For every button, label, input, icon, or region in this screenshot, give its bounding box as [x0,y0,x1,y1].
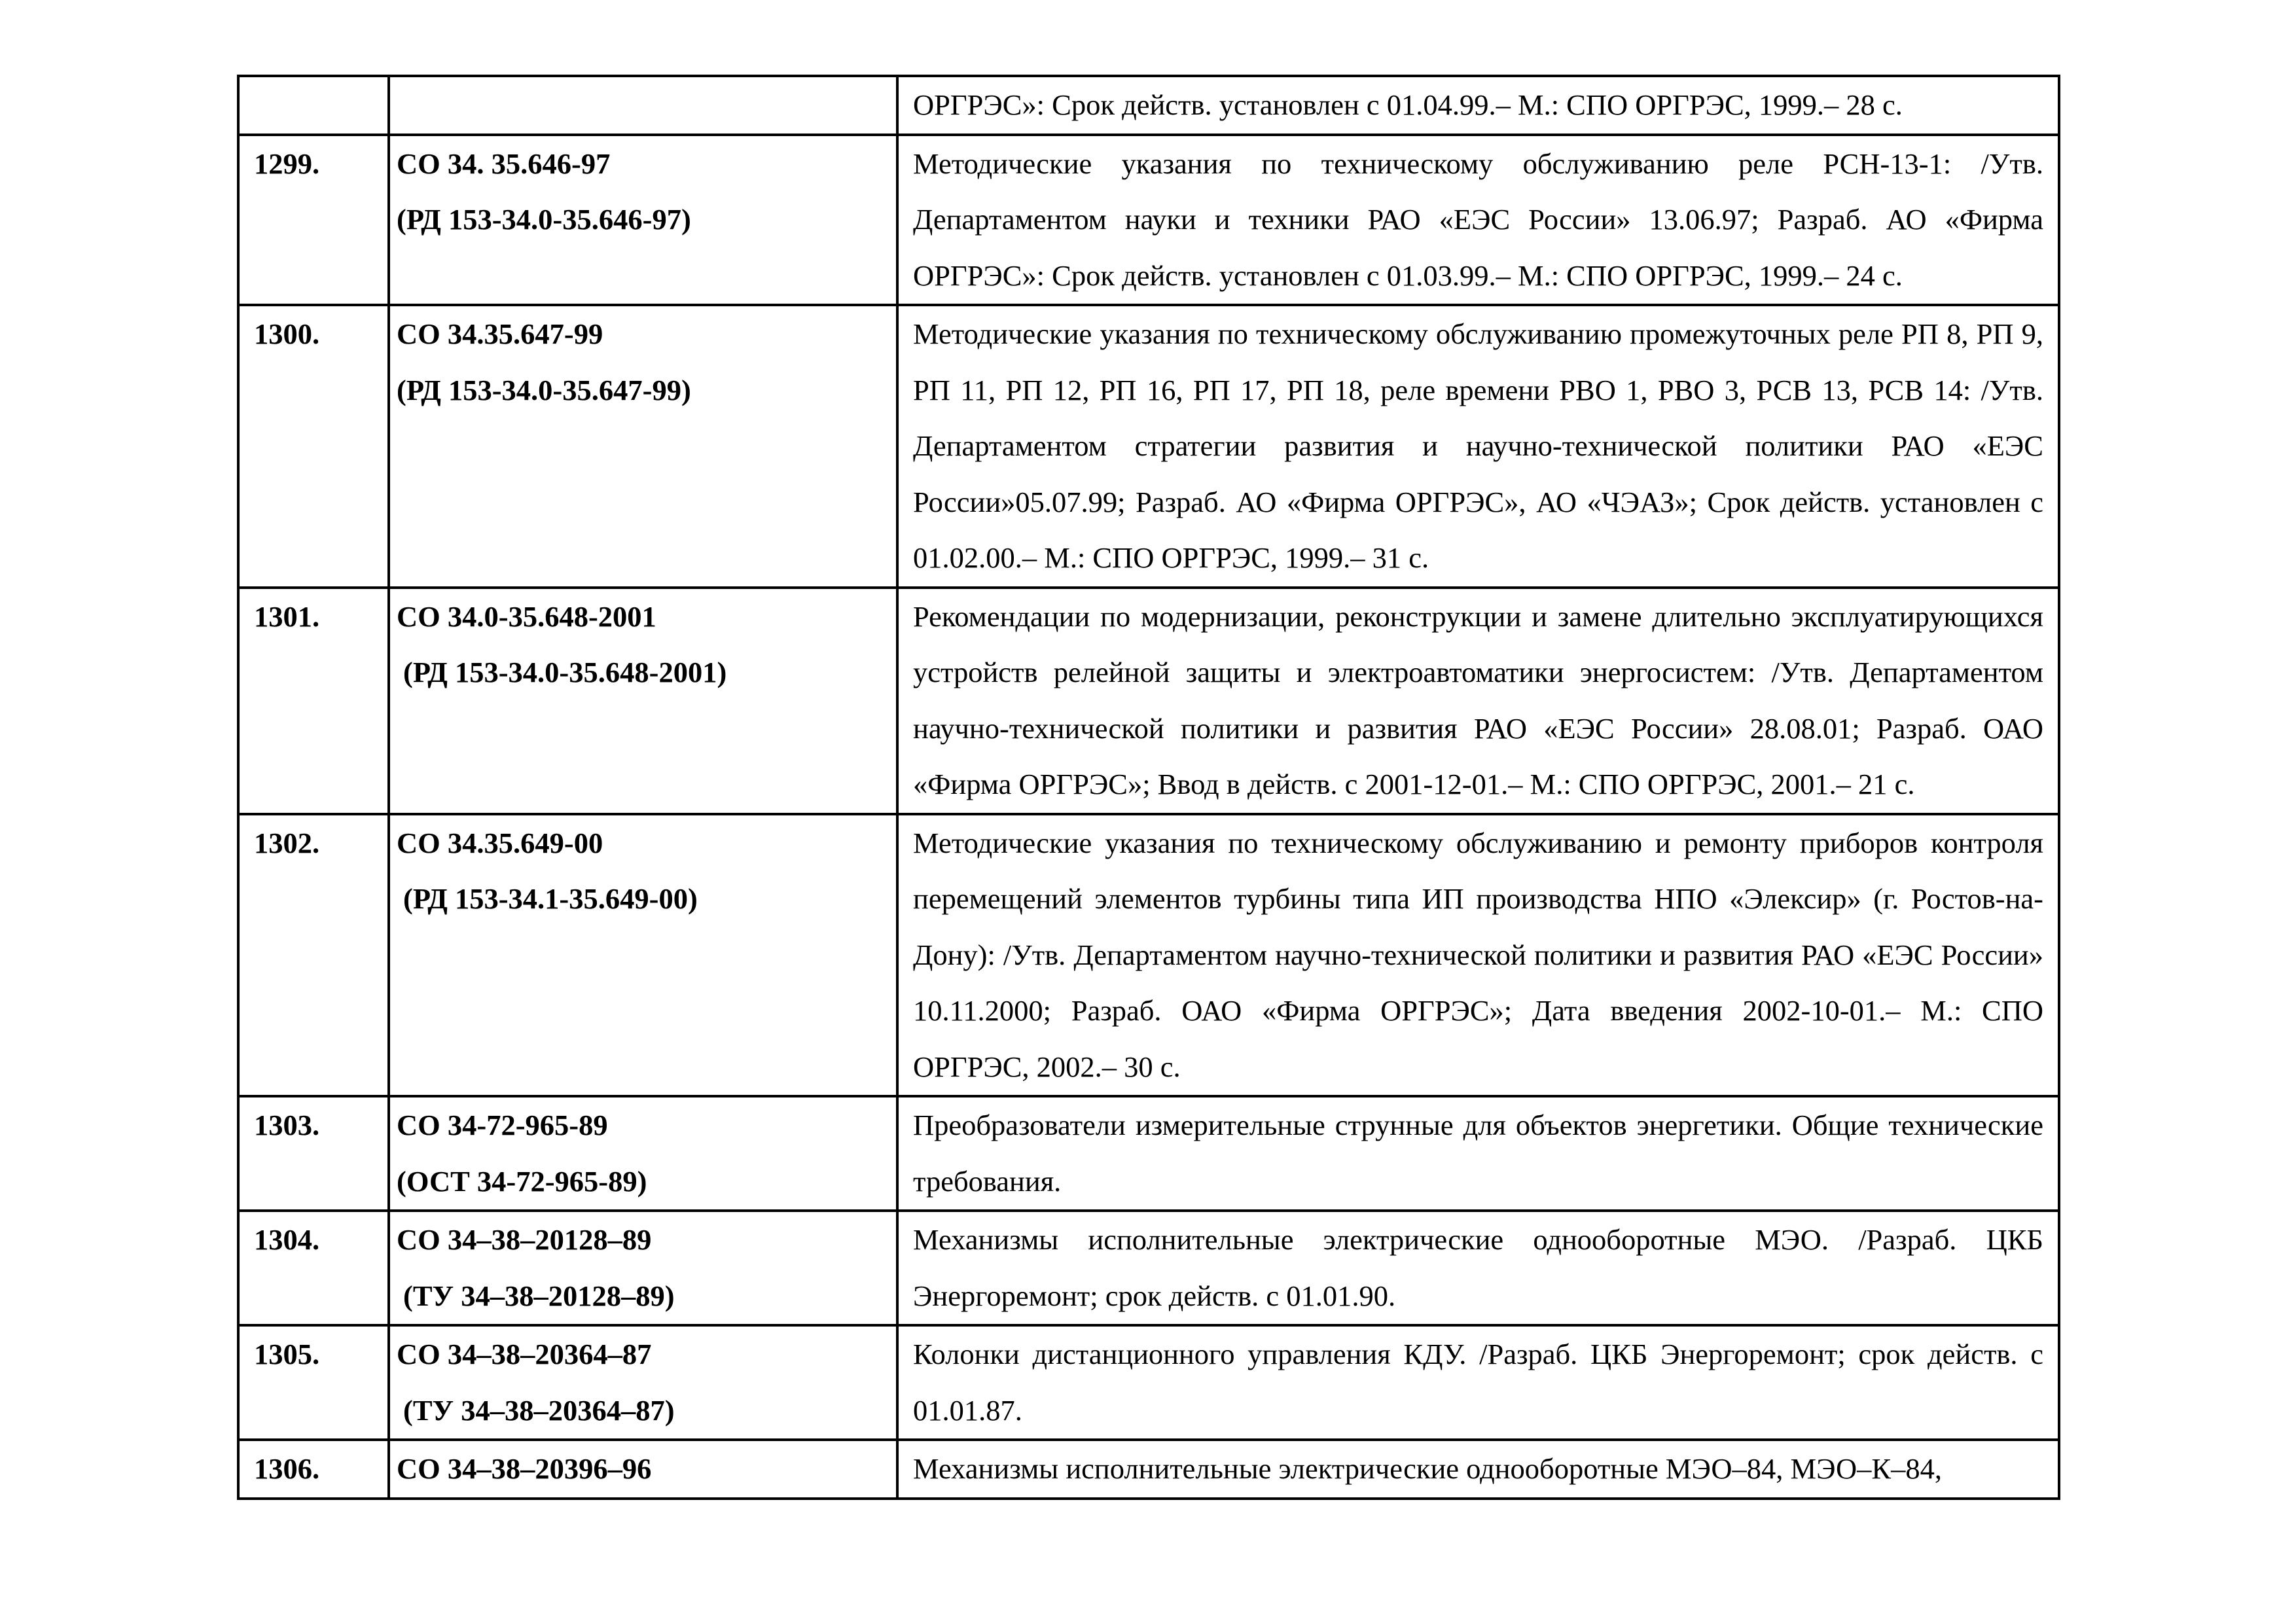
standards-table [237,75,2060,1500]
entry-number: 1303. [238,1096,389,1211]
entry-description: Преобразователи измерительные струнные для объектов энергетики. Общие технические требования. [897,1096,2059,1211]
entry-number: 1301. [238,588,389,814]
entry-description: Рекомендации по модернизации, реконструкции и замене длительно эксплуатирующихся устройств релейной защиты и электроавтоматики энергосистем: /Утв. Департаментом научно-технической политики и развития РАО «ЕЭС России» 28.08.01; Разраб. ОАО «Фирма ОРГРЭС»; Ввод в действ. с 2001-12-01.– М.: СПО ОРГРЭС, 2001.– 21 с. [897,588,2059,814]
entry-code-primary: СО 34.35.647-99 [397,317,603,350]
table-row [238,588,2059,814]
entry-code-primary: СО 34–38–20364–87 [397,1338,652,1370]
entry-number: 1304. [238,1211,389,1325]
table-row [238,1440,2059,1499]
entry-code [389,1096,897,1211]
entry-number [238,76,389,135]
entry-code-primary: СО 34-72-965-89 [397,1109,608,1141]
entry-code-secondary: (РД 153-34.0-35.646-97) [397,203,691,236]
entry-description: Механизмы исполнительные электрические однооборотные МЭО. /Разраб. ЦКБ Энергоремонт; срок действ. с 01.01.90. [897,1211,2059,1325]
entry-description: Методические указания по техническому обслуживанию промежуточных реле РП 8, РП 9, РП 11, РП 12, РП 16, РП 17, РП 18, реле времени РВО 1, РВО 3, РСВ 13, РСВ 14: /Утв. Департаментом стратегии развития и научно-технической политики РАО «ЕЭС России»05.07.99; Разраб. АО «Фирма ОРГРЭС», АО «ЧЭАЗ»; Срок действ. установлен с 01.02.00.– М.: СПО ОРГРЭС, 1999.– 31 с. [897,305,2059,588]
entry-number: 1300. [238,305,389,588]
entry-description: ОРГРЭС»: Срок действ. установлен с 01.04.99.– М.: СПО ОРГРЭС, 1999.– 28 с. [897,76,2059,135]
table-row [238,305,2059,588]
entry-number: 1306. [238,1440,389,1499]
table-row [238,76,2059,135]
entry-code [389,305,897,588]
entry-code [389,814,897,1097]
entry-code-secondary: (РД 153-34.1-35.649-00) [403,882,698,915]
entry-code-primary: СО 34.35.649-00 [397,826,603,859]
entry-code-secondary: (РД 153-34.0-35.648-2001) [403,656,727,688]
entry-description: Механизмы исполнительные электрические однооборотные МЭО–84, МЭО–К–84, [897,1440,2059,1499]
entry-number: 1305. [238,1325,389,1440]
entry-code [389,588,897,814]
table-row [238,1096,2059,1211]
entry-code-primary: СО 34–38–20396–96 [397,1452,652,1485]
table-row [238,814,2059,1097]
table-row [238,1325,2059,1440]
entry-description: Методические указания по техническому обслуживанию реле РСН-13-1: /Утв. Департаментом науки и техники РАО «ЕЭС России» 13.06.97; Разраб. АО «Фирма ОРГРЭС»: Срок действ. установлен с 01.03.99.– М.: СПО ОРГРЭС, 1999.– 24 с. [897,135,2059,306]
entry-number: 1299. [238,135,389,306]
entry-number: 1302. [238,814,389,1097]
entry-description: Методические указания по техническому обслуживанию и ремонту приборов контроля перемещений элементов турбины типа ИП производства НПО «Элексир» (г. Ростов-на-Дону): /Утв. Департаментом научно-технической политики и развития РАО «ЕЭС России» 10.11.2000; Разраб. ОАО «Фирма ОРГРЭС»; Дата введения 2002-10-01.– М.: СПО ОРГРЭС, 2002.– 30 с. [897,814,2059,1097]
entry-code-secondary: (ОСТ 34-72-965-89) [397,1164,647,1198]
entry-code-secondary: (РД 153-34.0-35.647-99) [397,373,691,406]
table-row [238,135,2059,306]
entry-description: Колонки дистанционного управления КДУ. /Разраб. ЦКБ Энергоремонт; срок действ. с 01.01.87. [897,1325,2059,1440]
entry-code-secondary: (ТУ 34–38–20128–89) [403,1279,675,1312]
table-row [238,1211,2059,1325]
entry-code-primary: СО 34.0-35.648-2001 [397,599,656,633]
entry-code-primary: СО 34. 35.646-97 [397,147,611,180]
entry-code [389,135,897,306]
entry-code [389,1440,897,1499]
entry-code [389,1211,897,1325]
entry-code-secondary: (ТУ 34–38–20364–87) [403,1393,675,1427]
standards-table-body [238,76,2059,1499]
entry-code-primary: СО 34–38–20128–89 [397,1223,652,1256]
entry-code [389,76,897,135]
entry-code [389,1325,897,1440]
